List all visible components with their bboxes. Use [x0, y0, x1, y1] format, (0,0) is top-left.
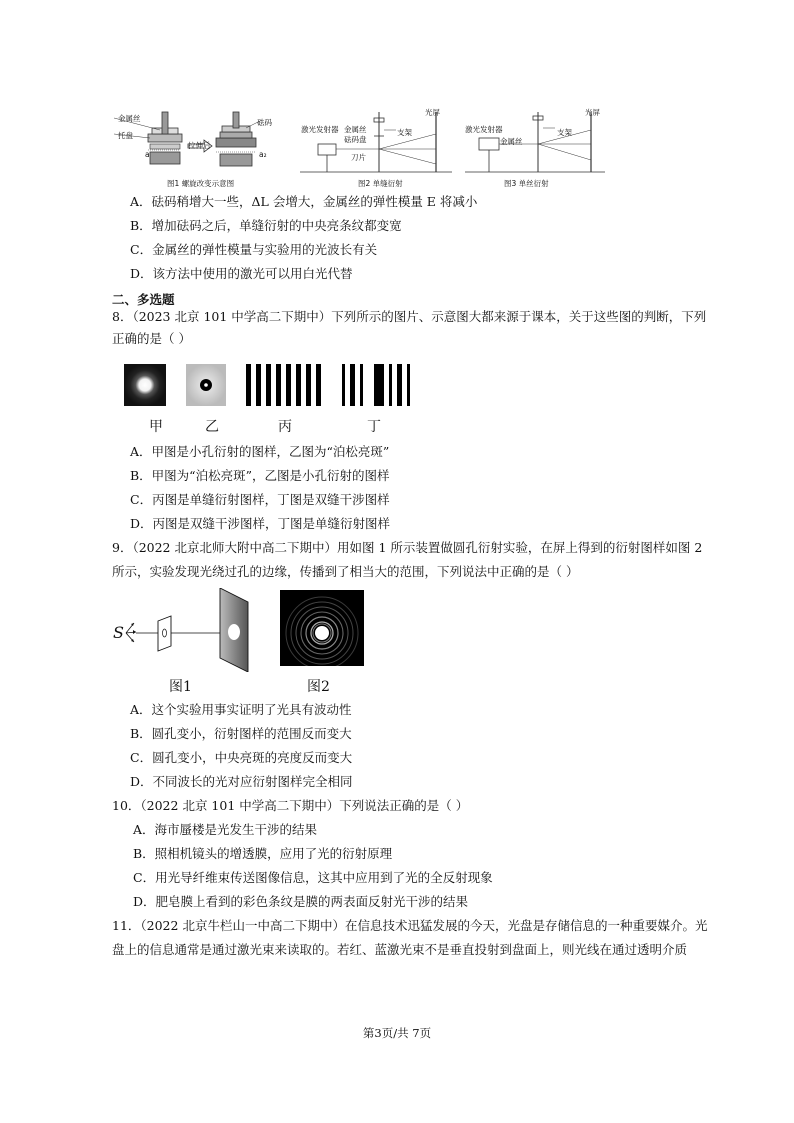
- fig1-label-wire: 金属丝: [118, 114, 141, 123]
- q10-option-b: B．照相机镜头的增透膜，应用了光的衍射原理: [133, 846, 393, 861]
- fig1-caption: 图1 螺旋改变示意图: [167, 179, 235, 188]
- q9-label-fig2: 图2: [307, 679, 330, 695]
- fig2-label-screen: 光屏: [425, 108, 440, 117]
- q8-label-jia: 甲: [149, 419, 163, 435]
- q9-option-c: C．圆孔变小，中央亮斑的亮度反而变大: [130, 750, 353, 765]
- q11-stem-line1: 11．（2022 北京牛栏山一中高二下期中）在信息技术迅猛发展的今天，光盘是存储信息的一种重要媒介。光: [112, 918, 708, 933]
- fig2-label-wire: 金属丝: [344, 125, 367, 134]
- fig3-label-laser: 激光发射器: [465, 125, 503, 134]
- q9-option-b: B．圆孔变小，衍射图样的范围反而变大: [130, 726, 352, 741]
- q11-stem-line2: 盘上的信息通常是通过激光束来读取的。若红、蓝激光束不是垂直投射到盘面上，则光线在通过透明介质: [112, 942, 688, 957]
- q8-stem-line2: 正确的是（ ）: [112, 331, 191, 346]
- q10-option-a: A．海市蜃楼是光发生干涉的结果: [133, 822, 318, 837]
- q8-option-d: D．丙图是双缝干涉图样，丁图是单缝衍射图样: [130, 516, 391, 531]
- fig1-label-a1: a: [145, 150, 150, 159]
- fig1-label-weight: 砝码: [257, 118, 272, 127]
- q8-option-b: B．甲图为“泊松亮斑”，乙图是小孔衍射的图样: [130, 468, 390, 483]
- q9-stem-line1: 9．（2022 北京北师大附中高二下期中）用如图 1 所示装置做圆孔衍射实验，在屏上得到的衍射图样如图 2: [112, 540, 703, 555]
- fig2-caption: 图2 单缝衍射: [358, 179, 403, 188]
- q7-option-b: B．增加砝码之后，单缝衍射的中央亮条纹都变宽: [130, 218, 402, 233]
- fig1-label-tray: 托盘: [118, 131, 133, 140]
- fig3-label-screen: 光屏: [585, 108, 600, 117]
- q8-image-jia: [124, 364, 166, 406]
- q9-label-fig1: 图1: [169, 679, 192, 695]
- figure-3-single-wire-diagram: [465, 104, 605, 176]
- q8-label-bing: 丙: [278, 419, 292, 435]
- q8-label-yi: 乙: [205, 419, 219, 435]
- fig1-label-a2: a₂: [259, 150, 267, 159]
- q9-figure-1-apparatus: [112, 588, 257, 672]
- fig3-caption: 图3 单丝衍射: [504, 179, 549, 188]
- q10-option-c: C．用光导纤维束传送图像信息，这其中应用到了光的全反射现象: [133, 870, 493, 885]
- q8-stem-line1: 8．（2023 北京 101 中学高二下期中）下列所示的图片、示意图大都来源于课本，关于这些图的判断，下列: [112, 309, 707, 324]
- fig2-label-blade: 刀片: [351, 153, 366, 162]
- q7-option-c: C．金属丝的弹性模量与实验用的光波长有关: [130, 242, 378, 257]
- page-footer: 第3页/共 7页: [362, 1026, 432, 1040]
- q9-figure-2-diffraction-pattern: [280, 590, 364, 666]
- fig2-label-stand: 支架: [397, 128, 412, 137]
- fig2-label-tray: 砝码盘: [344, 135, 367, 144]
- q10-stem: 10．（2022 北京 101 中学高二下期中）下列说法正确的是（ ）: [112, 798, 469, 813]
- fig3-label-stand: 支架: [557, 128, 572, 137]
- q8-option-c: C．丙图是单缝衍射图样，丁图是双缝干涉图样: [130, 492, 390, 507]
- q8-image-ding: [342, 364, 410, 406]
- q10-option-d: D．肥皂膜上看到的彩色条纹是膜的两表面反射光干涉的结果: [133, 894, 469, 909]
- q9-stem-line2: 所示，实验发现光绕过孔的边缘，传播到了相当大的范围，下列说法中正确的是（ ）: [112, 564, 579, 579]
- q8-label-ding: 丁: [367, 419, 381, 435]
- q9-source-label: S: [113, 623, 124, 642]
- fig2-label-laser: 激光发射器: [301, 125, 339, 134]
- q8-option-a: A．甲图是小孔衍射的图样，乙图为“泊松亮斑”: [130, 444, 390, 459]
- q8-images: [124, 362, 414, 408]
- section-heading: 二、多选题: [112, 292, 175, 307]
- q9-option-a: A．这个实验用事实证明了光具有波动性: [130, 702, 352, 717]
- fig3-label-wire: 金属丝: [500, 137, 523, 146]
- fig1-label-after: 拉伸后: [188, 141, 211, 150]
- q9-option-d: D．不同波长的光对应衍射图样完全相同: [130, 774, 353, 789]
- q8-image-bing: [246, 364, 321, 406]
- q7-option-d: D．该方法中使用的激光可以用白光代替: [130, 266, 353, 281]
- q7-option-a: A．砝码稍增大一些，ΔL 会增大，金属丝的弹性模量 E 将减小: [130, 194, 478, 209]
